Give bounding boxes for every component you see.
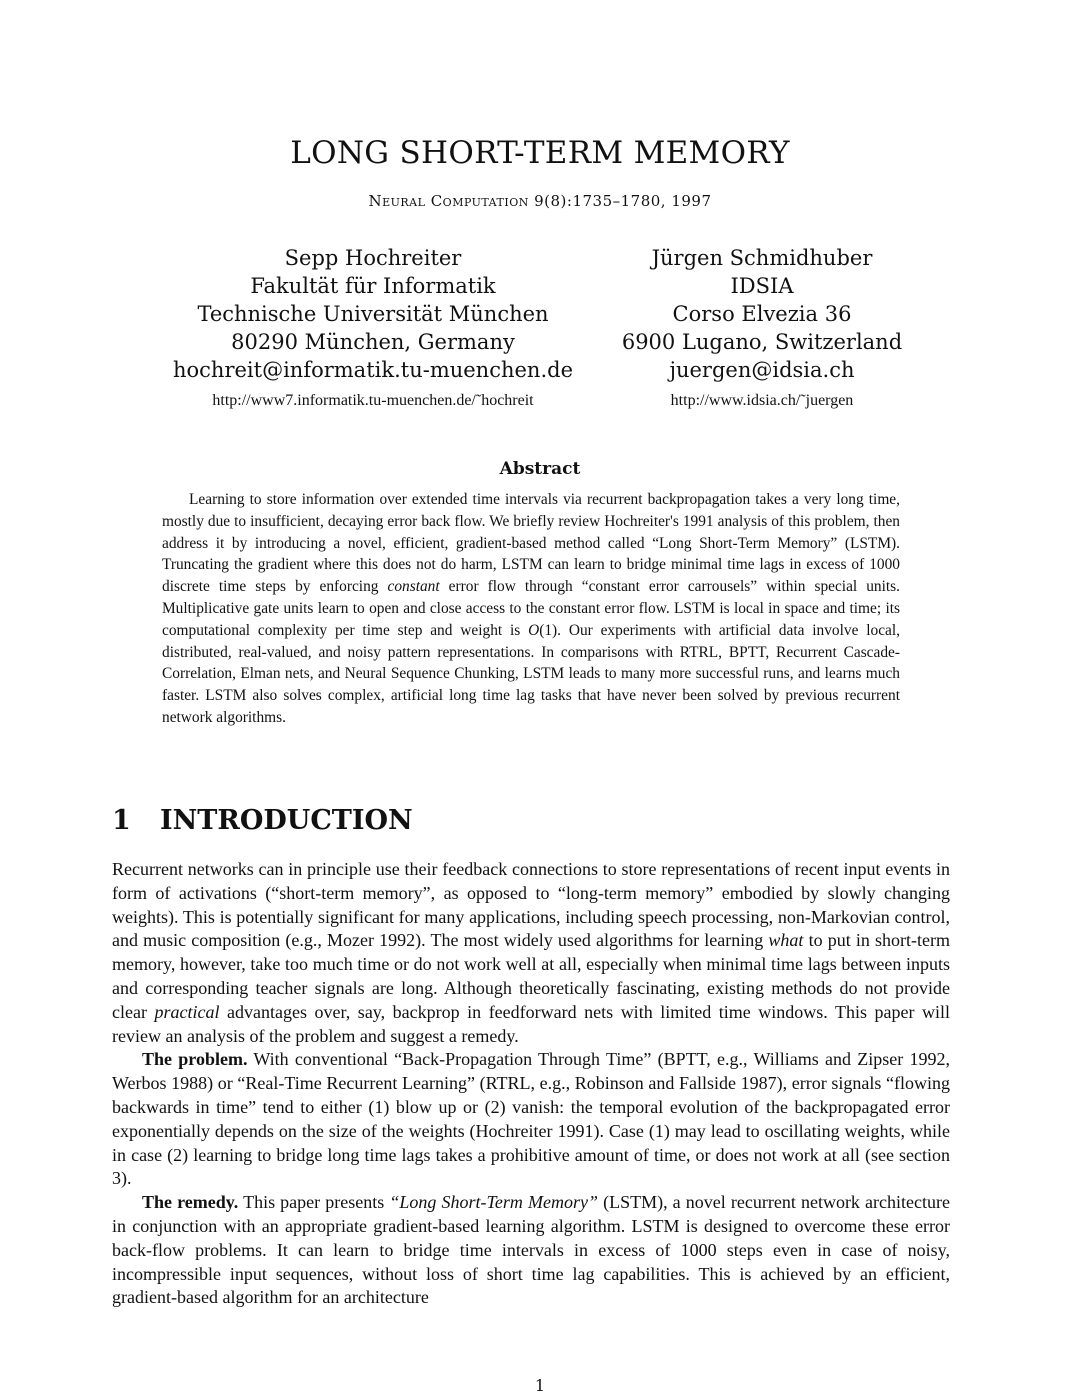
author-institution: Technische Universität München xyxy=(197,302,549,326)
author-address: 6900 Lugano, Switzerland xyxy=(621,330,903,354)
emphasis: “Long Short-Term Memory” xyxy=(389,1192,598,1213)
page-number: 1 xyxy=(534,1376,546,1395)
author-email: hochreit@informatik.tu-muenchen.de xyxy=(173,358,573,382)
paragraph xyxy=(112,858,950,1048)
abstract-emphasis: constant xyxy=(387,578,440,596)
paragraph-text: (LSTM), a novel recurrent network architecture in conjunction with an appropriate gradient-based learning algorithm. LSTM is designed to overcome these error back-flow problems. It can learn to bridge time intervals in excess of 1000 steps even in case of noisy, incompressible input sequences, without loss of short time lag capabilities. This is achieved by an efficient, gradient-based algorithm for an architecture xyxy=(112,1192,950,1308)
abstract-emphasis: O xyxy=(528,621,540,639)
paragraph-text: advantages over, say, backprop in feedforward nets with limited time windows. This paper will review an analysis of the problem and suggest a remedy. xyxy=(112,1001,950,1046)
author-url: http://www.idsia.ch/˜juergen xyxy=(670,392,854,409)
paragraph-lead: The problem. xyxy=(142,1049,248,1070)
paragraph xyxy=(112,1191,950,1310)
abstract-part: (1). Our experiments with artificial data involve local, distributed, real-valued, and noisy pattern representations. In comparisons with RTRL, BPTT, Recurrent Cascade-Correlation, Elman nets, and Neural Sequence Chunking, LSTM leads to many more successful runs, and learns much faster. LSTM also solves complex, artificial long time lag tasks that have never been solved by previous recurrent network algorithms. xyxy=(162,621,901,726)
paragraph-text: to put in short-term memory, however, take too much time or do not work well at all, especially when minimal time lags between inputs and corresponding teacher signals are long. Although theoretically fascinating, existing methods do not provide clear xyxy=(112,930,950,1022)
paragraph-text: This paper presents xyxy=(238,1192,390,1213)
journal-citation-text: Neural Computation 9(8):1735–1780, 1997 xyxy=(368,192,712,210)
introduction-body xyxy=(112,858,950,1310)
emphasis: practical xyxy=(154,1001,220,1022)
section-heading xyxy=(112,805,413,836)
journal-citation xyxy=(0,192,1080,210)
author-institution: Corso Elvezia 36 xyxy=(672,302,852,326)
abstract-heading: Abstract xyxy=(499,459,581,479)
abstract-text xyxy=(162,489,900,729)
author-affiliation: Fakultät für Informatik xyxy=(250,274,496,298)
author-affiliation: IDSIA xyxy=(730,274,794,298)
author-block-right xyxy=(527,244,997,414)
author-address: 80290 München, Germany xyxy=(231,330,515,354)
author-email: juergen@idsia.ch xyxy=(669,358,855,382)
author-name: Sepp Hochreiter xyxy=(284,246,462,270)
paragraph-text: With conventional “Back-Propagation Through Time” (BPTT, e.g., Williams and Zipser 1992, Werbos 1988) or “Real-Time Recurrent Learning” (RTRL, e.g., Robinson and Fallside 1987), error signals “flowing backwards in time” tend to either (1) blow up or (2) vanish: the temporal evolution of the backpropagated error exponentially depends on the size of the weights (Hochreiter 1991). Case (1) may lead to oscillating weights, while in case (2) learning to bridge long time lags takes a prohibitive amount of time, or does not work at all (see section 3). xyxy=(112,1049,950,1189)
section-number: 1 xyxy=(112,805,131,836)
paragraph-lead: The remedy. xyxy=(142,1192,239,1213)
abstract-part: Learning to store information over extended time intervals via recurrent backpropagation takes a very long time, mostly due to insufficient, decaying error back flow. We briefly review Hochreiter's 1991 analysis of this problem, then address it by introducing a novel, efficient, gradient-based method called “Long Short-Term Memory” (LSTM). Truncating the gradient where this does not do harm, LSTM can learn to bridge minimal time lags in excess of 1000 discrete time steps by enforcing xyxy=(162,491,900,596)
paragraph-text: Recurrent networks can in principle use their feedback connections to store representations of recent input events in form of activations (“short-term memory”, as opposed to “long-term memory” embodied by slowly changing weights). This is potentially significant for many applications, including speech processing, non-Markovian control, and music composition (e.g., Mozer 1992). The most widely used algorithms for learning xyxy=(112,859,950,951)
author-name: Jürgen Schmidhuber xyxy=(651,246,873,270)
paragraph xyxy=(112,1048,950,1191)
author-url: http://www7.informatik.tu-muenchen.de/˜hochreit xyxy=(212,392,534,409)
abstract-part: error flow through “constant error carrousels” within special units. Multiplicative gate units learn to open and close access to the constant error flow. LSTM is local in space and time; its computational complexity per time step and weight is xyxy=(162,578,900,639)
paper-title: LONG SHORT-TERM MEMORY xyxy=(290,135,790,171)
emphasis: what xyxy=(768,930,804,951)
section-title: INTRODUCTION xyxy=(160,805,413,836)
